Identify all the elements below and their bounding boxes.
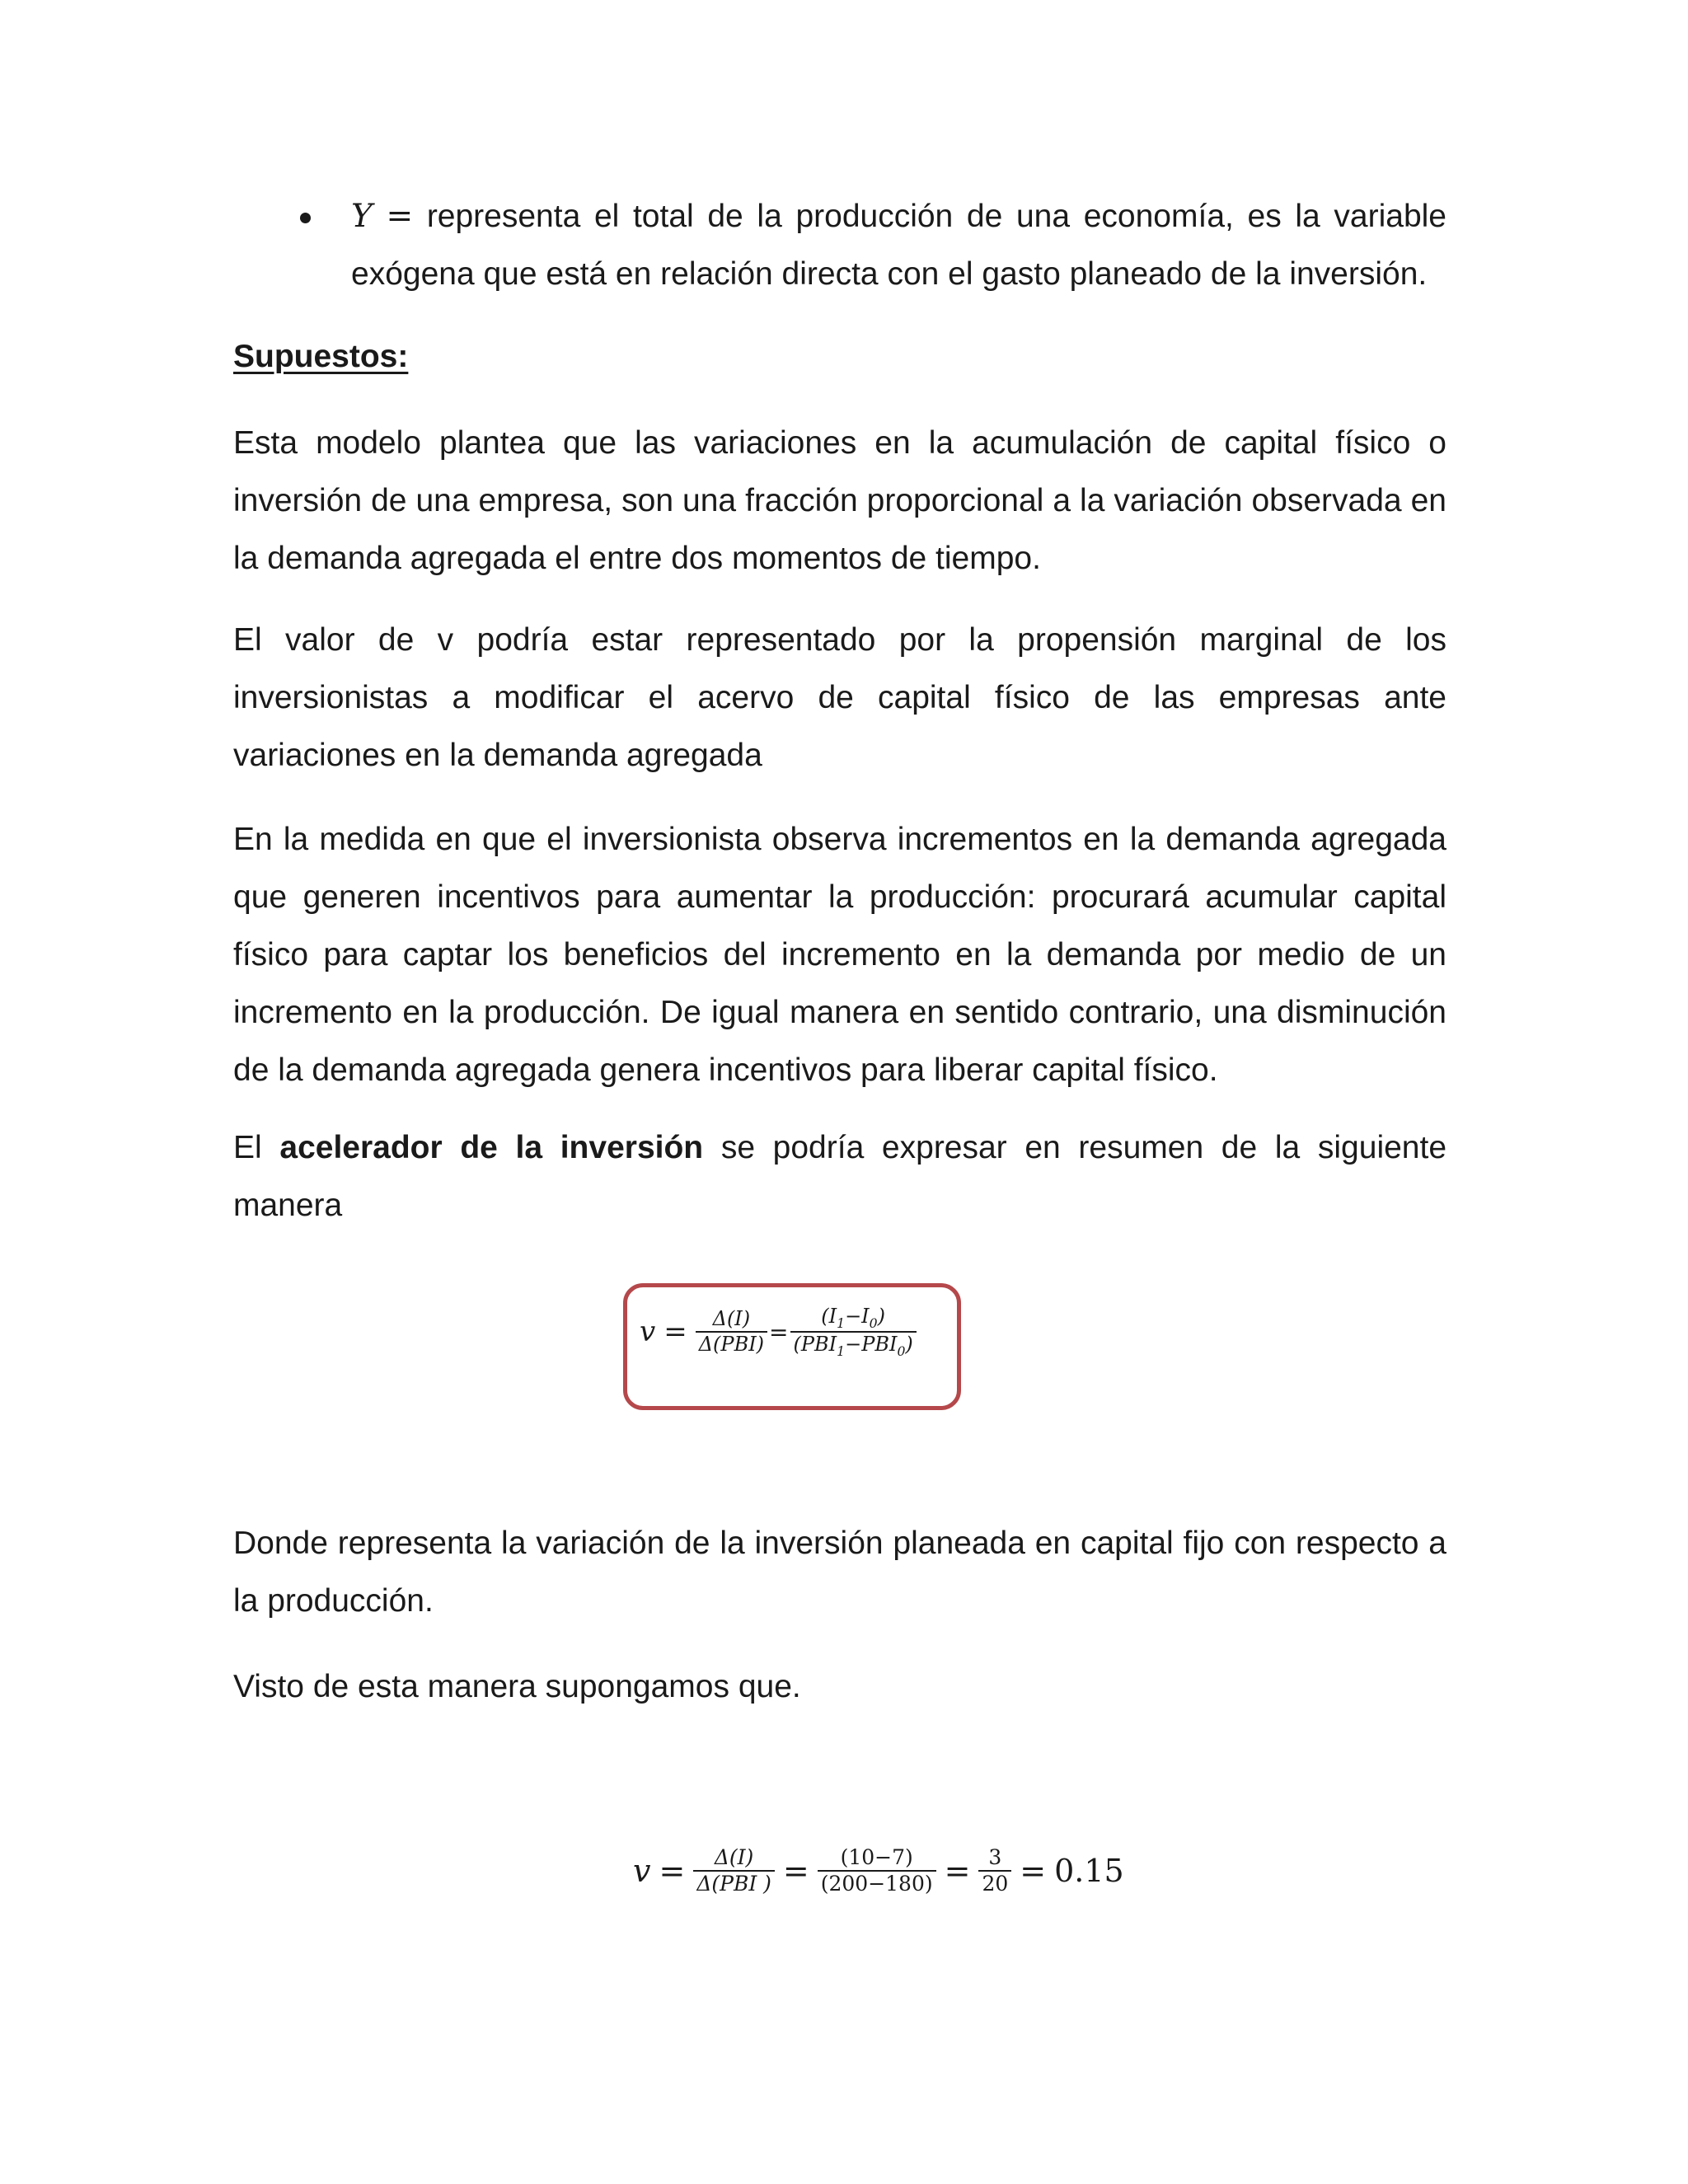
example-frac1-den: Δ(PBI ): [696, 1872, 771, 1896]
num-close: ): [877, 1304, 885, 1328]
fraction-numerator-diff: [818, 1305, 889, 1332]
den-sub-0: 0: [897, 1343, 906, 1359]
paragraph-investor: En la medida en que el inversionista observa incrementos en la demanda agregada que generen incentivos para aumentar la producción: procurará acumular capital físico para captar los beneficios del incremento en la demanda por medio de un incremento en la producción. De igual manera en sentido contrario, una disminución de la demanda agregada genera incentivos para liberar capital físico.: [233, 822, 1447, 1088]
variable-y: Y: [351, 198, 373, 235]
num-sub-0: 0: [869, 1315, 878, 1331]
den-open: (PBI: [793, 1333, 837, 1356]
accelerator-prefix: El: [233, 1130, 262, 1165]
formula-fraction-delta: [696, 1307, 767, 1357]
equals-sign: =: [386, 198, 414, 235]
formula-lhs: v: [640, 1315, 656, 1348]
paragraph-accelerator: [233, 1119, 1447, 1235]
example-frac1-num: Δ(I): [714, 1845, 754, 1869]
example-equals-3: =: [944, 1853, 971, 1889]
den-mid: −PBI: [845, 1333, 898, 1356]
example-equals-2: =: [782, 1853, 809, 1889]
paragraph-donde: Donde representa la variación de la inversión planeada en capital fijo con respecto a la producción.: [233, 1526, 1447, 1619]
formula-equals-2: =: [769, 1318, 789, 1346]
bullet-description: representa el total de la producción de una economía, es la variable exógena que está en relación directa con el gasto planeado de la inversión.: [351, 199, 1447, 292]
num-mid: −I: [845, 1304, 870, 1328]
example-lhs: v: [633, 1853, 651, 1889]
accelerator-term: acelerador de la inversión: [279, 1130, 704, 1165]
paragraph-visto: Visto de esta manera supongamos que.: [233, 1669, 801, 1704]
den-sub-1: 1: [837, 1343, 846, 1359]
example-fraction-values: [818, 1845, 936, 1896]
example-frac2-den: (200−180): [820, 1872, 933, 1896]
fraction-denominator: Δ(PBI): [698, 1333, 765, 1356]
example-fraction-simplified: [978, 1845, 1011, 1896]
example-result: 0.15: [1054, 1853, 1124, 1889]
paragraph-v-value: El valor de v podría estar representado por la propensión marginal de los inversionistas a modificar el acervo de capital físico de las empresas ante variaciones en la demanda agregada: [233, 622, 1447, 773]
example-frac3-num: 3: [988, 1845, 1002, 1869]
paragraph-model: Esta modelo plantea que las variaciones en la acumulación de capital físico o inversión de una empresa, son una fracción proporcional a la variación observada en la demanda agregada el entre dos momentos de tiempo.: [233, 425, 1447, 576]
accelerator-formula: [640, 1299, 917, 1365]
fraction-denominator-diff: [790, 1333, 917, 1360]
accelerator-suffix: se podría expresar en resumen de la siguiente manera: [233, 1130, 1447, 1223]
example-equals-4: =: [1020, 1853, 1047, 1889]
formula-fraction-difference: [790, 1305, 917, 1360]
bullet-text: [351, 188, 1447, 303]
example-equals-1: =: [659, 1853, 686, 1889]
num-sub-1: 1: [837, 1315, 846, 1331]
num-open: (I: [821, 1304, 837, 1328]
formula-equals: =: [663, 1315, 687, 1348]
example-formula: [633, 1831, 1124, 1910]
example-fraction-delta: [693, 1845, 775, 1896]
fraction-numerator: Δ(I): [712, 1307, 751, 1331]
example-frac2-num: (10−7): [840, 1845, 913, 1869]
example-frac3-den: 20: [982, 1872, 1009, 1896]
bullet-dot-icon: [300, 213, 311, 223]
den-close: ): [905, 1333, 913, 1356]
section-heading: Supuestos:: [233, 339, 409, 374]
